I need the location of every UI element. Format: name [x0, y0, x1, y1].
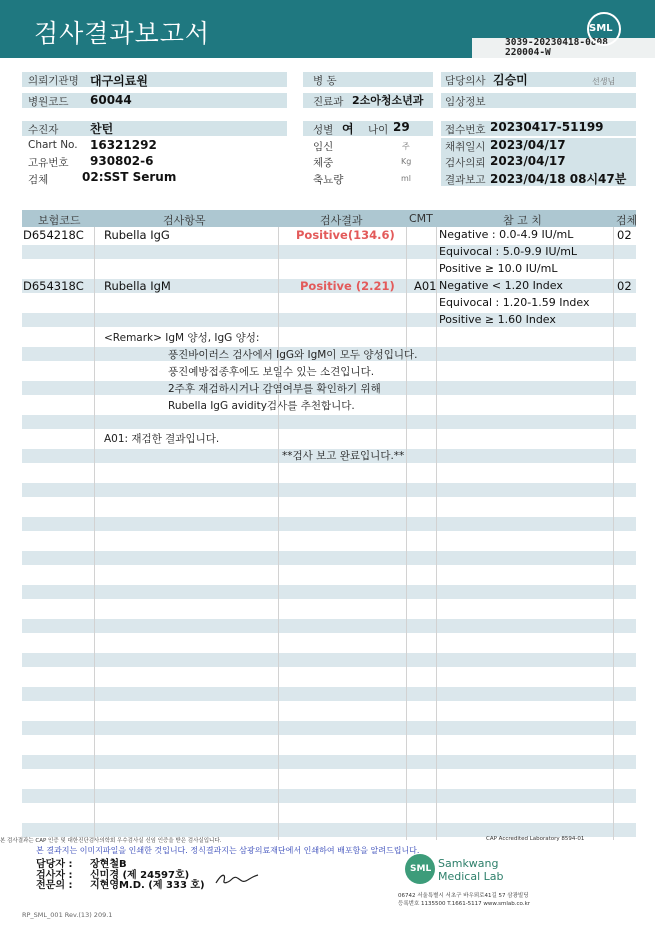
receipt-no-label: 접수번호: [445, 124, 486, 136]
urine-volume-unit: ml: [401, 174, 412, 183]
row-band: [22, 585, 636, 599]
row-reference-line: Positive ≥ 1.60 Index: [439, 313, 556, 326]
chart-no-label: Chart No.: [28, 139, 78, 151]
collection-date-value: 2023/04/17: [490, 138, 566, 152]
document-id-line2: 220004-W: [505, 47, 551, 58]
col-header-code: 보험코드: [38, 214, 81, 227]
col-header-cmt: CMT: [409, 212, 433, 225]
form-code: RP_SML_001 Rev.(13) 209.1: [22, 911, 113, 919]
remark-line: 2주후 재검하시거나 감염여부를 확인하기 위해: [168, 383, 381, 395]
receipt-no-value: 20230417-51199: [490, 120, 604, 134]
row-reference-line: Equivocal : 1.20-1.59 Index: [439, 296, 590, 309]
company-name-line1: Samkwang: [438, 857, 499, 870]
row-band: [22, 823, 636, 837]
ward-label: 병 동: [313, 75, 337, 87]
company-logo-text: SML: [410, 864, 432, 874]
row-band: [22, 687, 636, 701]
request-date-label: 검사의뢰: [445, 157, 486, 169]
column-divider: [278, 227, 279, 840]
sex-value: 여: [342, 122, 354, 136]
row-band: [22, 415, 636, 429]
hospital-code-value: 60044: [90, 93, 132, 107]
remark-title: <Remark> IgM 양성, IgG 양성:: [104, 332, 260, 344]
row-band: [22, 619, 636, 633]
specimen-value: 02:SST Serum: [82, 170, 177, 184]
patient-name-value: 찬턴: [90, 122, 114, 136]
row-reference-line: Negative : 0.0-4.9 IU/mL: [439, 228, 574, 241]
remark-line: Rubella IgG avidity검사를 추천합니다.: [168, 400, 355, 412]
row-band: [22, 653, 636, 667]
row-result: Positive (2.21): [300, 279, 395, 293]
column-divider: [613, 227, 614, 840]
report-title: 검사결과보고서: [34, 19, 211, 48]
department-value: 2소아청소년과: [352, 94, 424, 107]
tester-name: 신미경 (제 24597호): [90, 870, 190, 881]
row-code: D654218C: [23, 228, 84, 242]
row-band: [22, 483, 636, 497]
row-band: [22, 721, 636, 735]
col-header-specimen: 검체: [616, 214, 638, 227]
pregnancy-label: 임신: [313, 141, 334, 153]
age-label: 나이: [368, 124, 389, 136]
row-cmt: A01: [414, 279, 437, 293]
row-result: Positive(134.6): [296, 228, 395, 242]
clinical-info-label: 임상정보: [445, 96, 486, 108]
sig-label: 검사자 :: [36, 870, 73, 881]
weight-label: 체중: [313, 157, 334, 169]
row-reference-line: Positive ≥ 10.0 IU/mL: [439, 262, 558, 275]
remark-line: 풍진바이러스 검사에서 IgG와 IgM이 모두 양성입니다.: [168, 349, 418, 361]
row-band: [22, 789, 636, 803]
request-date-value: 2023/04/17: [490, 154, 566, 168]
age-value: 29: [393, 120, 410, 134]
urine-volume-label: 축뇨량: [313, 174, 344, 186]
company-name-line2: Medical Lab: [438, 870, 504, 883]
col-header-result: 검사결과: [320, 214, 363, 227]
id-number-label: 고유번호: [28, 157, 69, 169]
weight-unit: Kg: [401, 157, 412, 166]
label-bg: [22, 121, 287, 136]
row-specimen: 02: [617, 228, 632, 242]
sml-logo-text: SML: [589, 23, 613, 34]
column-divider: [436, 227, 437, 840]
hospital-label: 의뢰기관명: [28, 75, 79, 87]
id-number-value: 930802-6: [90, 154, 154, 168]
chart-no-value: 16321292: [90, 138, 157, 152]
row-specimen: 02: [617, 279, 632, 293]
row-code: D654318C: [23, 279, 84, 293]
row-band: [22, 755, 636, 769]
collection-date-label: 채취일시: [445, 141, 486, 153]
row-band: [22, 517, 636, 531]
row-reference-line: Negative < 1.20 Index: [439, 279, 563, 292]
sig-label: 전문의 :: [36, 880, 73, 891]
row-reference-line: Equivocal : 5.0-9.9 IU/mL: [439, 245, 578, 258]
sig-label: 담당자 :: [36, 859, 73, 870]
staff-name: 장현철B: [90, 859, 127, 870]
department-label: 진료과: [313, 96, 344, 108]
remark-line: 풍진예방접종후에도 보일수 있는 소견입니다.: [168, 366, 375, 378]
doctor-value: 김승미: [493, 73, 528, 87]
cap-number: CAP Accredited Laboratory 8594-01: [486, 836, 585, 842]
pregnancy-unit: 주: [402, 142, 410, 151]
signature-scribble-icon: [214, 871, 260, 885]
report-date-value: 2023/04/18 08시47분: [490, 172, 627, 186]
remark-a01: A01: 재검한 결과입니다.: [104, 433, 220, 445]
doctor-label: 담당의사: [445, 75, 486, 87]
row-item: Rubella IgG: [104, 228, 170, 242]
accreditation-note: 본 검사결과는 CAP 인증 및 대한진단검사의학회 우수검사실 신임 인증을 받은 검사실입니다.: [0, 838, 222, 844]
specimen-label: 검체: [28, 174, 49, 186]
document-id-line1: 3039-20230418-0808: [505, 37, 608, 48]
hospital-value: 대구의료원: [90, 74, 148, 88]
sex-label: 성별: [313, 124, 334, 136]
company-address: 06742 서울특별시 서초구 바우뫼로41길 57 삼광빌딩: [398, 893, 529, 899]
column-divider: [94, 227, 95, 840]
row-band: [22, 551, 636, 565]
column-divider: [406, 227, 407, 840]
report-date-label: 결과보고: [445, 174, 486, 186]
col-header-item: 검사항목: [163, 214, 206, 227]
row-item: Rubella IgM: [104, 279, 171, 293]
specialist-name: 지현영M.D. (제 333 호): [90, 880, 205, 891]
doctor-suffix: 선생님: [592, 77, 616, 86]
hospital-code-label: 병원코드: [28, 96, 69, 108]
report-end-note: **검사 보고 완료입니다.**: [282, 450, 405, 462]
col-header-reference: 참 고 치: [503, 214, 542, 227]
patient-name-label: 수진자: [28, 124, 59, 136]
company-phone: 등록번호 1135500 T.1661-5117 www.smlab.co.kr: [398, 901, 531, 907]
print-notice: 본 결과지는 이미지파일을 인쇄한 것입니다. 정식결과지는 삼광의료재단에서 인쇄하여 배포함을 알려드립니다.: [36, 846, 420, 855]
